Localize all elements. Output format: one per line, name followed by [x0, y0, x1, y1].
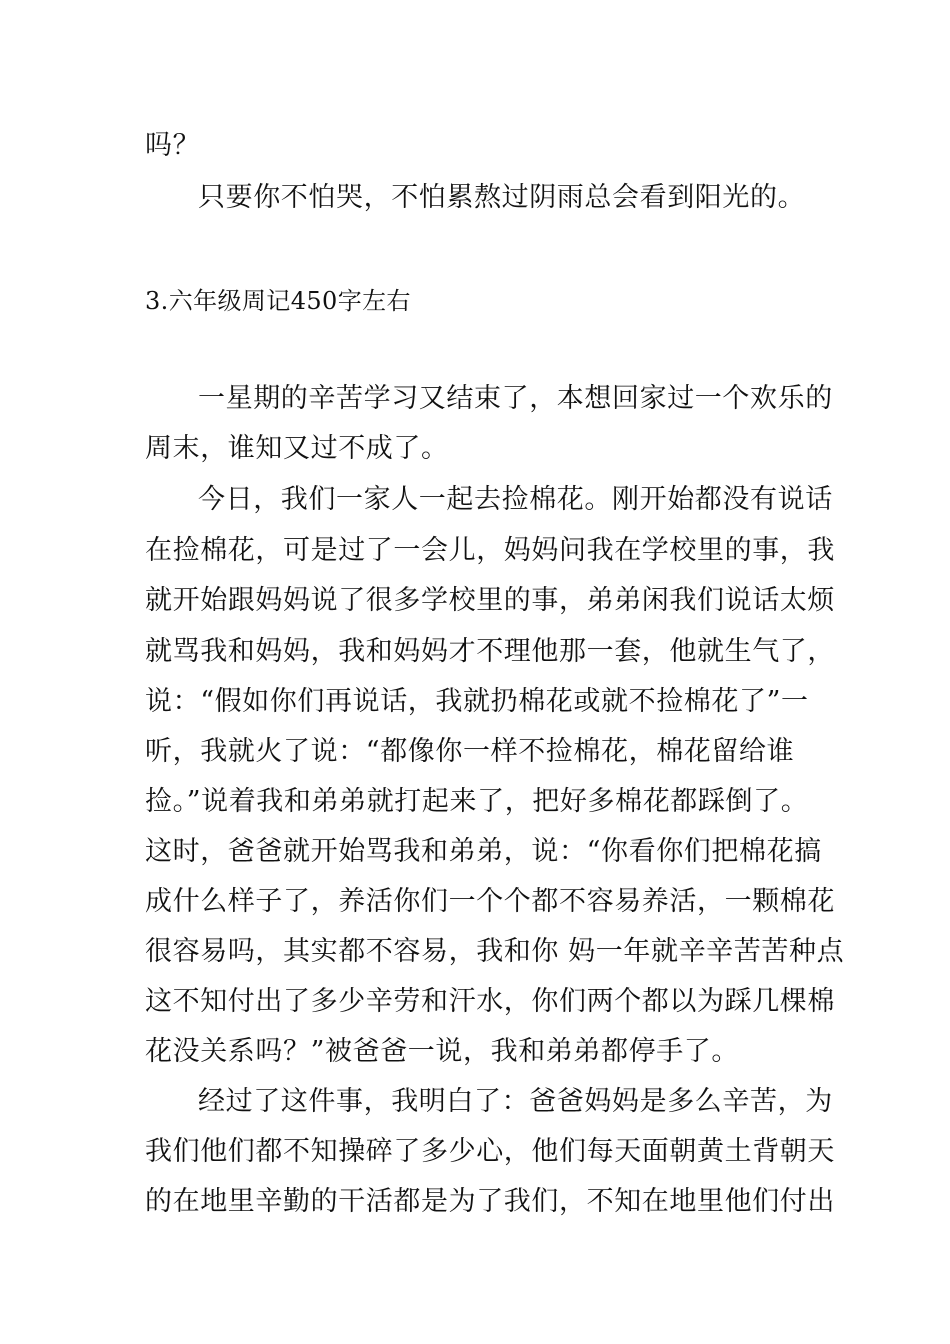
paragraph-line: 只要你不怕哭，不怕累熬过阴雨总会看到阳光的。	[198, 182, 806, 213]
paragraph-line: 很容易吗，其实都不容易，我和你 妈一年就辛辛苦苦种点	[145, 936, 845, 967]
paragraph-line: 在捡棉花，可是过了一会儿，妈妈问我在学校里的事，我	[145, 535, 835, 566]
paragraph-line: 就骂我和妈妈，我和妈妈才不理他那一套，他就生气了，	[145, 636, 835, 667]
paragraph-line: 听，我就火了说：“都像你一样不捡棉花，棉花留给谁	[145, 736, 795, 767]
paragraph-line: 捡。”说着我和弟弟就打起来了，把好多棉花都踩倒了。	[145, 786, 809, 817]
paragraph-line: 周末，谁知又过不成了。	[145, 433, 449, 464]
paragraph-line: 说：“假如你们再说话，我就扔棉花或就不捡棉花了”一	[145, 686, 809, 717]
paragraph-line: 今日，我们一家人一起去捡棉花。刚开始都没有说话	[198, 484, 833, 515]
paragraph-line: 一星期的辛苦学习又结束了，本想回家过一个欢乐的	[198, 383, 833, 414]
paragraph-line: 经过了这件事，我明白了：爸爸妈妈是多么辛苦，为	[198, 1086, 833, 1117]
paragraph-line: 这时，爸爸就开始骂我和弟弟，说：“你看你们把棉花搞	[145, 836, 822, 867]
paragraph-line: 的在地里辛勤的干活都是为了我们，不知在地里他们付出	[145, 1186, 835, 1217]
text-line-continuation: 吗？	[145, 130, 201, 161]
paragraph-line: 我们他们都不知操碎了多少心，他们每天面朝黄土背朝天	[145, 1136, 835, 1167]
paragraph-line: 花没关系吗？”被爸爸一说，我和弟弟都停手了。	[145, 1036, 740, 1067]
section-heading: 3.六年级周记450字左右	[145, 287, 411, 315]
paragraph-line: 就开始跟妈妈说了很多学校里的事，弟弟闲我们说话太烦	[145, 585, 835, 616]
paragraph-line: 这不知付出了多少辛劳和汗水，你们两个都以为踩几棵棉	[145, 986, 835, 1017]
paragraph-line: 成什么样子了，养活你们一个个都不容易养活，一颗棉花	[145, 886, 835, 917]
